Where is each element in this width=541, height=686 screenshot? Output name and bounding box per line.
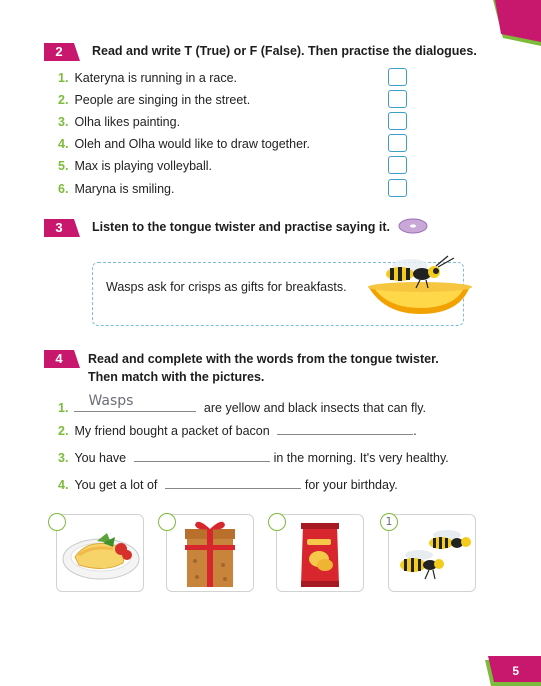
match-circle-3[interactable] (268, 513, 286, 531)
match-circle-1[interactable] (48, 513, 66, 531)
task-2-title: Read and write T (True) or F (False). Then practise the dialogues. (92, 44, 477, 58)
breakfast-plate-icon (57, 515, 143, 591)
blank-3[interactable] (134, 449, 270, 462)
task-2-item-2: 2. People are singing in the street. (58, 93, 251, 107)
match-circle-4[interactable]: 1 (380, 513, 398, 531)
task-4-sentence-2: 2. My friend bought a packet of bacon . (58, 424, 417, 438)
task-3-badge (44, 219, 80, 237)
corner-tab (493, 0, 541, 46)
task-2-item-1: 1. Kateryna is running in a race. (58, 71, 238, 85)
answer-box-2[interactable] (388, 90, 407, 108)
answer-box-1[interactable] (388, 68, 407, 86)
task-3-title: Listen to the tongue twister and practise saying it. (92, 220, 390, 234)
task-2-item-6: 6. Maryna is smiling. (58, 182, 175, 196)
blank-4[interactable] (165, 476, 301, 489)
tongue-twister-text: Wasps ask for crisps as gifts for breakfasts. (106, 280, 347, 294)
task-2-badge (44, 43, 80, 61)
task-2-item-4: 4. Oleh and Olha would like to draw together. (58, 137, 310, 151)
picture-crisps[interactable] (276, 514, 364, 592)
picture-breakfast[interactable] (56, 514, 144, 592)
task-4-number: 4 (55, 351, 63, 366)
wasp-on-orange-icon (364, 252, 474, 322)
answer-box-4[interactable] (388, 134, 407, 152)
picture-gift[interactable] (166, 514, 254, 592)
task-4-sentence-1: 1. Wasps are yellow and black insects that can fly. (58, 393, 427, 415)
answer-box-5[interactable] (388, 156, 407, 174)
task-4-title-line-2: Then match with the pictures. (88, 370, 265, 384)
picture-wasps[interactable] (388, 514, 476, 592)
answer-box-6[interactable] (388, 179, 407, 197)
answer-box-3[interactable] (388, 112, 407, 130)
task-4-title-line-1: Read and complete with the words from the tongue twister. (88, 352, 439, 366)
wasps-icon (389, 515, 475, 591)
audio-cd-icon[interactable] (398, 218, 428, 234)
handwritten-answer: Wasps (88, 393, 134, 409)
blank-2[interactable] (277, 422, 413, 435)
task-4-badge (44, 350, 80, 368)
task-2-number: 2 (55, 44, 63, 59)
page-number: 5 (512, 664, 519, 678)
task-3-number: 3 (55, 220, 63, 235)
task-2-item-3: 3. Olha likes painting. (58, 115, 181, 129)
gift-box-icon (167, 515, 253, 591)
task-2-item-5: 5. Max is playing volleyball. (58, 159, 212, 173)
task-4-sentence-3: 3. You have in the morning. It's very healthy. (58, 451, 449, 465)
match-circle-2[interactable] (158, 513, 176, 531)
task-4-sentence-4: 4. You get a lot of for your birthday. (58, 478, 398, 492)
crisps-packet-icon (277, 515, 363, 591)
